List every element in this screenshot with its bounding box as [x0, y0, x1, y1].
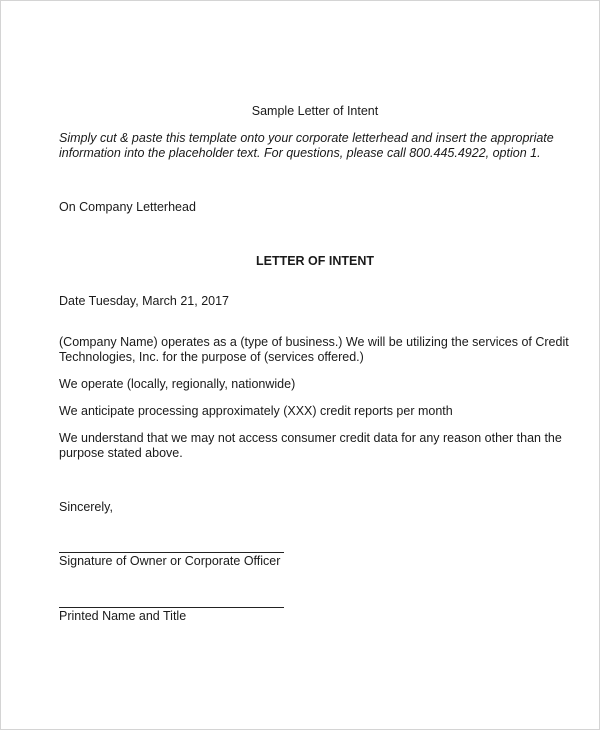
printed-name-line — [59, 607, 284, 608]
signature-line — [59, 552, 284, 553]
paragraph-3: We anticipate processing approximately (XXX) credit reports per month — [59, 404, 453, 418]
instructions-line-1: Simply cut & paste this template onto your corporate letterhead and insert the appropriate — [59, 131, 554, 145]
letter-title: LETTER OF INTENT — [255, 254, 375, 268]
printed-name-label: Printed Name and Title — [59, 609, 187, 623]
paragraph-4-line-2: purpose stated above. — [59, 446, 183, 460]
date-line: Date Tuesday, March 21, 2017 — [59, 294, 230, 308]
paragraph-1-line-2: Technologies, Inc. for the purpose of (services offered.) — [59, 350, 364, 364]
paragraph-2: We operate (locally, regionally, nationwide) — [59, 377, 296, 391]
closing: Sincerely, — [59, 500, 113, 514]
document-header-title: Sample Letter of Intent — [251, 104, 379, 118]
instructions-line-2: information into the placeholder text. For questions, please call 800.445.4922, option 1. — [59, 146, 541, 160]
paragraph-4-line-1: We understand that we may not access consumer credit data for any reason other than the — [59, 431, 562, 445]
paragraph-1-line-1: (Company Name) operates as a (type of business.) We will be utilizing the services of Credit — [59, 335, 569, 349]
signature-label: Signature of Owner or Corporate Officer — [59, 554, 281, 568]
letterhead-note: On Company Letterhead — [59, 200, 196, 214]
